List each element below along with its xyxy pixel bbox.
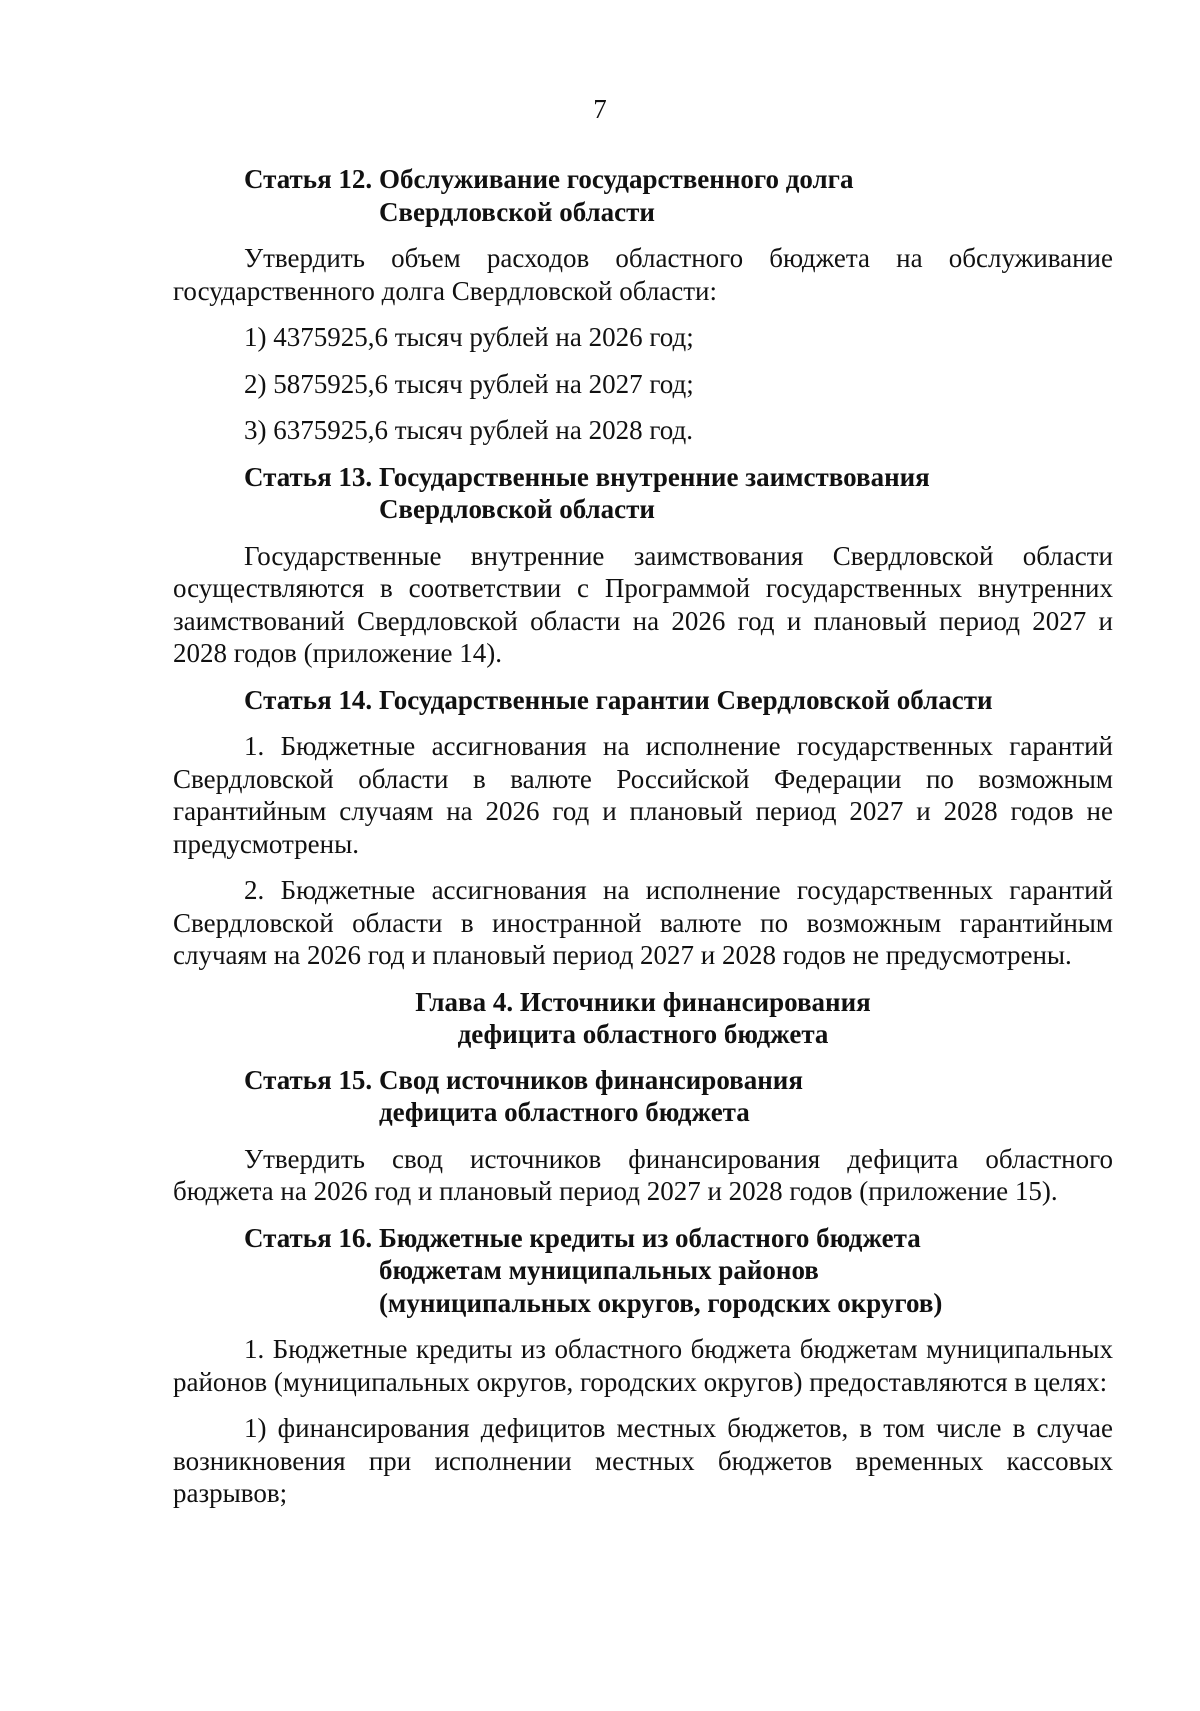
document-body [173,163,1113,1524]
article-title-line: Государственные внутренние заимствования [378,461,930,492]
page-number: 7 [593,94,607,124]
article-label: Статья 14. [244,684,373,715]
article-title-line: Государственные гарантии Свердловской области [378,684,993,715]
list-item: 2) 5875925,6 тысяч рублей на 2027 год; [244,368,694,399]
list-item: 1) 4375925,6 тысяч рублей на 2026 год; [244,322,694,352]
article-16-paragraph-1: 1. Бюджетные кредиты из областного бюджета бюджетам муниципальных районов (муниципальных округов, городских округов) предоставляются в целях: [173,1334,1113,1397]
article-12-paragraph: Утвердить объем расходов областного бюджета на обслуживание государственного долга Свердловской области: [173,243,1113,306]
article-title-line: Свод источников финансирования [378,1064,803,1095]
article-title-line: бюджетам муниципальных районов [378,1255,819,1285]
chapter-4-heading [173,986,1113,1051]
article-title-line: Свердловской области [378,494,655,524]
article-title-line: Обслуживание государственного долга [378,164,854,194]
article-15-heading [244,1064,1113,1129]
article-12-heading [244,163,1113,228]
article-title-line: Свердловской области [378,196,655,227]
article-16-paragraph-2: 1) финансирования дефицитов местных бюджетов, в том числе в случае возникновения при исполнении местных бюджетов временных кассовых разрывов; [173,1413,1113,1508]
article-title-line: (муниципальных округов, городских округов) [378,1287,943,1318]
article-15-paragraph: Утвердить свод источников финансирования дефицита областного бюджета на 2026 год и плановый период 2027 и 2028 годов (приложение 15). [173,1143,1113,1206]
article-13-paragraph: Государственные внутренние заимствования Свердловской области осуществляются в соответствии с Программой государственных внутренних заимствований Свердловской области на 2026 год и плановый период 2027 и 2028 годов (приложение 14). [173,540,1113,668]
article-14-paragraph-1: 1. Бюджетные ассигнования на исполнение государственных гарантий Свердловской области в валюте Российской Федерации по возможным гарантийным случаям на 2026 год и плановый период 2027 и 2028 годов не предусмотрены. [173,731,1113,859]
article-14-heading [244,684,1113,717]
article-13-heading [244,461,1113,526]
chapter-title-line: дефицита областного бюджета [457,1019,829,1049]
chapter-title-line: Глава 4. Источники финансирования [415,986,871,1017]
article-label: Статья 13. [244,461,373,492]
article-14-paragraph-2: 2. Бюджетные ассигнования на исполнение государственных гарантий Свердловской области в иностранной валюте по возможным гарантийным случаям на 2026 год и плановый период 2027 и 2028 годов не предусмотрены. [173,875,1113,970]
article-label: Статья 16. [244,1222,373,1253]
article-title-line: Бюджетные кредиты из областного бюджета [378,1222,921,1253]
article-label: Статья 12. [244,164,373,194]
list-item: 3) 6375925,6 тысяч рублей на 2028 год. [244,415,693,445]
article-label: Статья 15. [244,1064,373,1095]
article-16-heading [244,1222,1113,1320]
article-title-line: дефицита областного бюджета [378,1097,750,1127]
